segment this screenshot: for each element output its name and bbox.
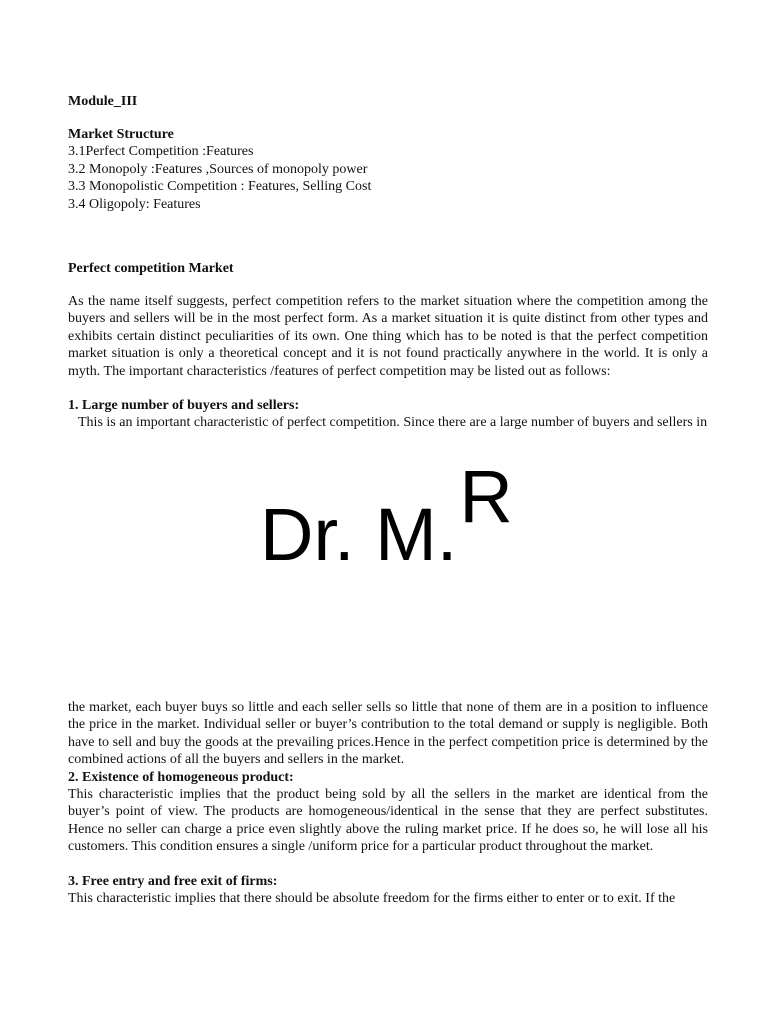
feature-heading-1: 1. Large number of buyers and sellers: <box>68 398 300 413</box>
feature-text-3: This characteristic implies that there should be absolute freedom for the firms either to enter or to exit. If the <box>68 891 676 906</box>
toc-heading: Market Structure <box>68 127 174 142</box>
module-title: Module_III <box>68 94 138 109</box>
table-of-contents <box>68 126 708 213</box>
watermark-logo <box>260 455 513 576</box>
section-heading: Perfect competition Market <box>68 261 234 276</box>
feature-text-2: This characteristic implies that the product being sold by all the sellers in the market are identical from the buyer’s point of view. The products are homogeneous/identical in the sense that they are perfect substitutes. Hence no seller can charge a price even slightly above the ruling market price. If he does so, he will lose all his customers. This condition ensures a single /uniform price for a particular product throughout the market. <box>68 787 708 855</box>
feature-text-1-start: This is an important characteristic of perfect competition. Since there are a large number of buyers and sellers in <box>78 415 708 430</box>
intro-paragraph: As the name itself suggests, perfect competition refers to the market situation where the competition among the buyers and sellers will be in the most perfect form. As a market situation it is quite distinct from other types and exhibits certain distinct peculiarities of its own. One thing which has to be noted is that the perfect competition market situation is only a theoretical concept and it is not found practically anywhere in the world. It is only a myth. The important characteristics /features of perfect competition may be listed out as follows: <box>68 294 708 379</box>
toc-item: 3.1Perfect Competition :Features <box>68 144 254 160</box>
toc-item: 3.2 Monopoly :Features ,Sources of monopoly power <box>68 161 368 177</box>
toc-item: 3.4 Oligopoly: Features <box>68 196 201 212</box>
feature-heading-3: 3. Free entry and free exit of firms: <box>68 874 278 889</box>
watermark-main-text: Dr. M. <box>260 493 458 576</box>
toc-item: 3.3 Monopolistic Competition : Features, Selling Cost <box>68 179 372 195</box>
watermark-superscript: R <box>459 455 513 538</box>
feature-heading-2: 2. Existence of homogeneous product: <box>68 770 294 785</box>
feature-text-1-continued: the market, each buyer buys so little and each seller sells so little that none of them are in a position to influence the price in the market. Individual seller or buyer’s contribution to the total demand or supply is negligible. Both have to sell and buy the goods at the prevailing prices.Hence in the perfect competition price is determined by the combined actions of all the buyers and sellers in the market. <box>68 700 708 768</box>
